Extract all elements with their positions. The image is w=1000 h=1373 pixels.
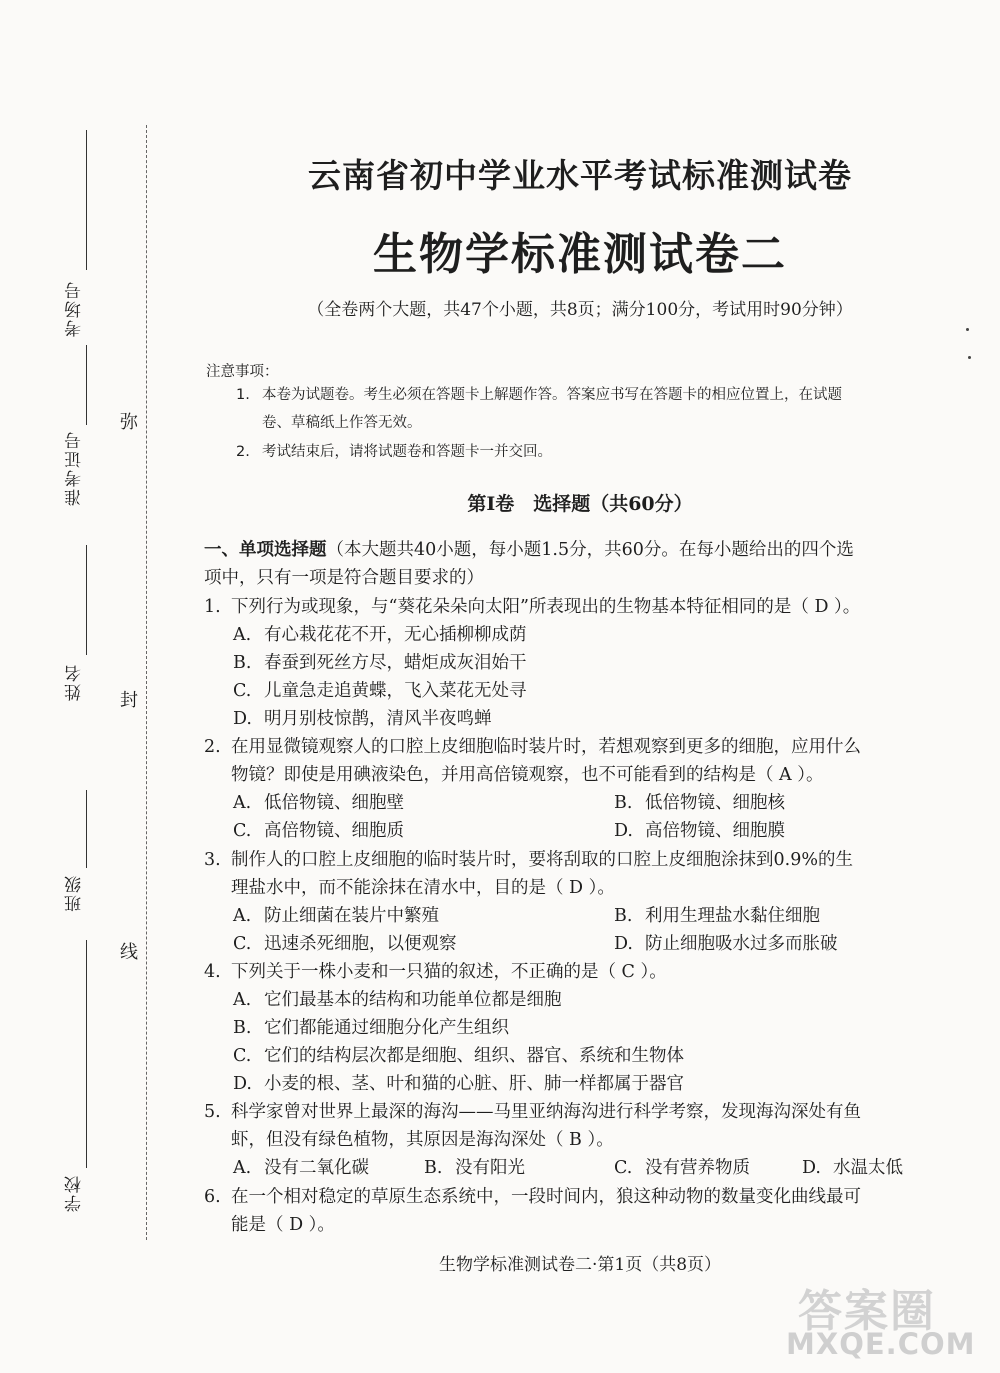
question-number: 3. bbox=[204, 850, 221, 870]
name-underline bbox=[86, 545, 87, 655]
question-stem-line: 能是（ D ）。 bbox=[231, 1215, 335, 1235]
option-letter: C. bbox=[233, 934, 252, 954]
option-letter: C. bbox=[233, 681, 252, 701]
part-intro-rest: （本大题共40小题，每小题1.5分，共60分。在每小题给出的四个选 bbox=[326, 540, 854, 560]
school-underline bbox=[86, 940, 87, 1168]
exam-room-underline bbox=[86, 130, 87, 270]
margin-field-name bbox=[40, 545, 96, 740]
question-stem-line: 虾，但没有绿色植物，其原因是海沟深处（ B ）。 bbox=[231, 1130, 614, 1150]
scan-speck bbox=[966, 328, 969, 331]
question-option bbox=[233, 817, 404, 845]
option-letter: A. bbox=[233, 1158, 252, 1178]
watermark-cn: 答案圈 bbox=[798, 1286, 936, 1337]
question-stem-text: 在一个相对稳定的草原生态系统中，一段时间内，狼这种动物的数量变化曲线最可 bbox=[231, 1187, 861, 1207]
class-underline bbox=[86, 790, 87, 868]
question-option bbox=[233, 621, 527, 649]
paper-info: （全卷两个大题，共47个小题，共8页；满分100分，考试用时90分钟） bbox=[307, 300, 853, 320]
option-text: 防止细胞吸水过多而胀破 bbox=[645, 934, 838, 954]
question-option bbox=[802, 1154, 903, 1182]
notice-heading: 注意事项： bbox=[206, 364, 279, 380]
notice-item bbox=[236, 438, 956, 466]
class-label: 班级 bbox=[65, 874, 85, 912]
option-text: 小麦的根、茎、叶和猫的心脏、肝、肺一样都属于器官 bbox=[264, 1074, 684, 1094]
question-option bbox=[233, 1042, 684, 1070]
notice-item-number: 2. bbox=[236, 444, 250, 460]
option-text: 高倍物镜、细胞膜 bbox=[645, 821, 785, 841]
seal-char-xian: 线 bbox=[120, 942, 138, 963]
question-option bbox=[233, 1070, 684, 1098]
question-option bbox=[614, 930, 838, 958]
option-letter: D. bbox=[614, 934, 633, 954]
option-text: 低倍物镜、细胞壁 bbox=[264, 793, 404, 813]
option-text: 水温太低 bbox=[833, 1158, 903, 1178]
exam-series-title: 云南省初中学业水平考试标准测试卷 bbox=[308, 156, 852, 195]
question-stem-line: 物镜？即使是用碘液染色，并用高倍镜观察，也不可能看到的结构是（ A ）。 bbox=[231, 765, 824, 785]
ticket-number-underline bbox=[86, 345, 87, 425]
question-option bbox=[614, 817, 785, 845]
question-option bbox=[233, 789, 404, 817]
notice-item-line: 本卷为试题卷。考生必须在答题卡上解题作答。答案应书写在答题卡的相应位置上，在试题 bbox=[262, 387, 842, 403]
question-number: 6. bbox=[204, 1187, 221, 1207]
notice-item-text bbox=[262, 381, 842, 437]
option-text: 明月别枝惊鹊，清风半夜鸣蝉 bbox=[264, 709, 492, 729]
section-title: 第Ⅰ卷 选择题（共60分） bbox=[467, 493, 693, 515]
name-label: 姓名 bbox=[65, 663, 85, 701]
question-stem-line bbox=[204, 733, 861, 761]
ticket-number-label: 准考证号 bbox=[65, 430, 85, 506]
option-letter: A. bbox=[233, 793, 252, 813]
paper-title: 生物学标准测试卷二 bbox=[373, 229, 787, 280]
question-option bbox=[424, 1154, 525, 1182]
option-text: 它们都能通过细胞分化产生组织 bbox=[264, 1018, 509, 1038]
seal-char-mi: 弥 bbox=[120, 412, 138, 433]
option-text: 没有营养物质 bbox=[645, 1158, 750, 1178]
option-letter: A. bbox=[233, 625, 252, 645]
question-stem-line bbox=[204, 1183, 861, 1211]
option-text: 高倍物镜、细胞质 bbox=[264, 821, 404, 841]
question-option bbox=[614, 902, 820, 930]
option-letter: A. bbox=[233, 990, 252, 1010]
question-option bbox=[233, 705, 492, 733]
question-stem-text: 制作人的口腔上皮细胞的临时装片时，要将刮取的口腔上皮细胞涂抹到0.9%的生 bbox=[231, 850, 853, 870]
question-number: 2. bbox=[204, 737, 221, 757]
option-letter: D. bbox=[233, 709, 252, 729]
question-option bbox=[233, 1014, 509, 1042]
option-letter: B. bbox=[233, 653, 252, 673]
question-option bbox=[233, 902, 439, 930]
question-stem-line bbox=[204, 593, 860, 621]
part-intro-line: 项中，只有一项是符合题目要求的） bbox=[204, 568, 484, 588]
part-lead: 一、单项选择题 bbox=[204, 540, 327, 560]
notice-item-line: 卷、草稿纸上作答无效。 bbox=[262, 415, 422, 431]
option-text: 春蚕到死丝方尽，蜡炬成灰泪始干 bbox=[264, 653, 527, 673]
option-text: 低倍物镜、细胞核 bbox=[645, 793, 785, 813]
watermark-logo bbox=[784, 1275, 989, 1365]
option-letter: C. bbox=[614, 1158, 633, 1178]
option-text: 防止细菌在装片中繁殖 bbox=[264, 906, 439, 926]
question-stem-text: 在用显微镜观察人的口腔上皮细胞临时装片时，若想观察到更多的细胞，应用什么 bbox=[231, 737, 861, 757]
question-stem-text: 下列关于一株小麦和一只猫的叙述，不正确的是（ C ）。 bbox=[231, 962, 667, 982]
question-option bbox=[233, 1154, 369, 1182]
watermark-en: MXQE.COM bbox=[786, 1327, 976, 1361]
question-option bbox=[233, 930, 457, 958]
question-stem-text: 下列行为或现象，与“葵花朵朵向太阳”所表现出的生物基本特征相同的是（ D ）。 bbox=[231, 597, 861, 617]
option-letter: B. bbox=[614, 906, 633, 926]
option-text: 有心栽花花不开，无心插柳柳成荫 bbox=[264, 625, 527, 645]
notice-item-line: 考试结束后，请将试题卷和答题卡一并交回。 bbox=[262, 444, 552, 460]
question-option bbox=[233, 649, 527, 677]
margin-field-ticket-number bbox=[40, 345, 96, 520]
seal-dashed-line bbox=[146, 125, 147, 1240]
option-text: 利用生理盐水黏住细胞 bbox=[645, 906, 820, 926]
option-letter: A. bbox=[233, 906, 252, 926]
question-stem-text: 科学家曾对世界上最深的海沟——马里亚纳海沟进行科学考察，发现海沟深处有鱼 bbox=[231, 1102, 861, 1122]
option-letter: D. bbox=[614, 821, 633, 841]
question-stem-line bbox=[204, 958, 667, 986]
option-text: 迅速杀死细胞，以便观察 bbox=[264, 934, 457, 954]
question-option bbox=[233, 986, 562, 1014]
question-number: 4. bbox=[204, 962, 221, 982]
option-letter: D. bbox=[233, 1074, 252, 1094]
question-stem-line: 理盐水中，而不能涂抹在清水中，目的是（ D ）。 bbox=[231, 878, 615, 898]
notice-item bbox=[236, 381, 956, 437]
scan-speck bbox=[968, 356, 971, 359]
option-text: 没有阳光 bbox=[455, 1158, 525, 1178]
option-letter: B. bbox=[424, 1158, 443, 1178]
question-stem-line bbox=[204, 846, 853, 874]
option-text: 没有二氧化碳 bbox=[264, 1158, 369, 1178]
option-text: 它们的结构层次都是细胞、组织、器官、系统和生物体 bbox=[264, 1046, 684, 1066]
question-option bbox=[233, 677, 527, 705]
option-letter: B. bbox=[614, 793, 633, 813]
margin-field-school bbox=[40, 940, 96, 1230]
margin-field-class bbox=[40, 790, 96, 920]
question-stem-line bbox=[204, 1098, 861, 1126]
question-number: 5. bbox=[204, 1102, 221, 1122]
part-intro-line bbox=[204, 536, 854, 564]
school-label: 学校 bbox=[65, 1174, 85, 1212]
option-letter: D. bbox=[802, 1158, 821, 1178]
question-number: 1. bbox=[204, 597, 221, 617]
option-text: 儿童急走追黄蝶，飞入菜花无处寻 bbox=[264, 681, 527, 701]
seal-char-feng: 封 bbox=[120, 690, 138, 711]
page-footer: 生物学标准测试卷二·第1页（共8页） bbox=[438, 1255, 722, 1275]
exam-room-label: 考场号 bbox=[65, 280, 85, 337]
question-option bbox=[614, 789, 785, 817]
margin-field-exam-room bbox=[40, 130, 96, 345]
notice-item-number: 1. bbox=[236, 387, 250, 403]
option-letter: C. bbox=[233, 821, 252, 841]
option-letter: C. bbox=[233, 1046, 252, 1066]
option-letter: B. bbox=[233, 1018, 252, 1038]
question-option bbox=[614, 1154, 750, 1182]
option-text: 它们最基本的结构和功能单位都是细胞 bbox=[264, 990, 562, 1010]
